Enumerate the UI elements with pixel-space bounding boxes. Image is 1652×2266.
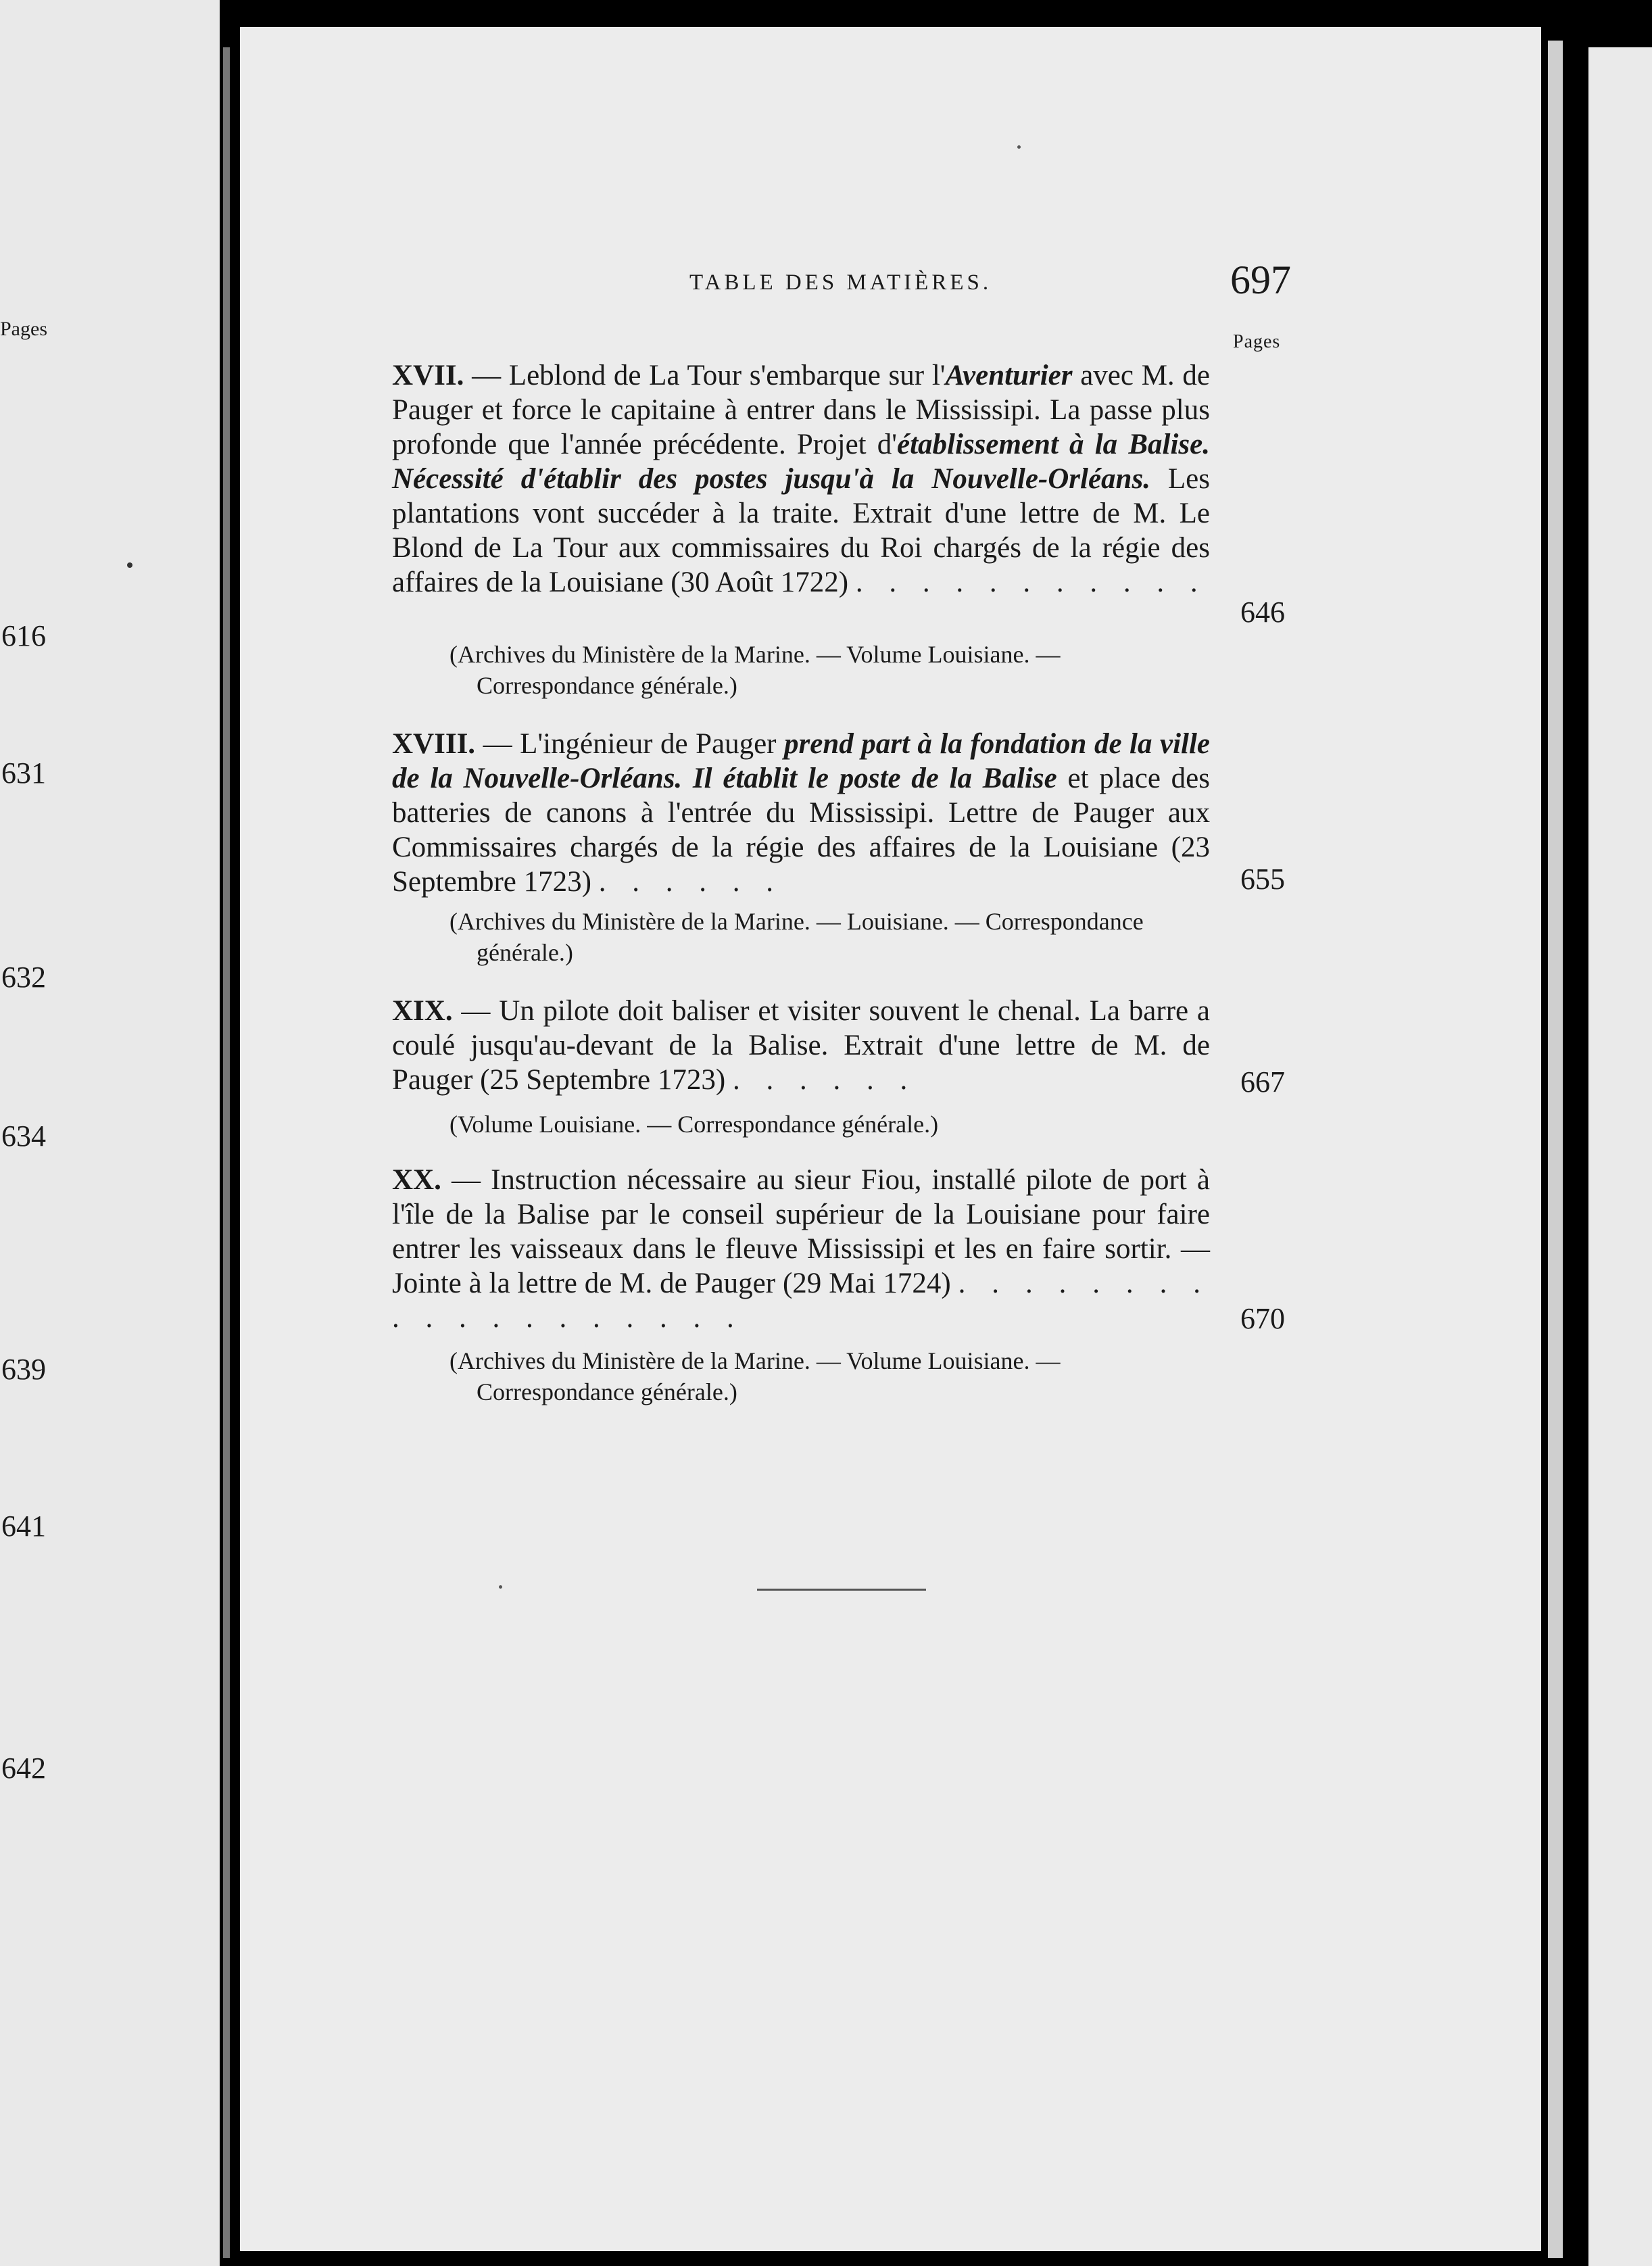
entry-number: XIX. (392, 995, 453, 1027)
facing-page-number: 632 (1, 961, 46, 994)
entry-text: avec M. de Pauger et force le capitaine à entrer dans le Mississipi. La passe plus profonde que l'année précédente. Projet d' (392, 360, 1211, 460)
closing-rule (757, 1589, 926, 1591)
dot-leaders: . . . . . . . . . . . . . . . . . . . (392, 1268, 1211, 1334)
page-edge (1548, 41, 1563, 2258)
ink-speck (127, 562, 132, 568)
toc-entry (392, 727, 1210, 899)
page-number: 697 (1230, 258, 1291, 302)
pages-column-label: Pages (1233, 331, 1281, 352)
ink-speck (499, 1585, 502, 1589)
entry-text: — Leblond de La Tour s'embarque sur l' (464, 360, 946, 391)
facing-page-number: 631 (1, 756, 46, 790)
next-page-edge (1588, 47, 1652, 2266)
facing-page-number: 641 (1, 1510, 46, 1543)
book-gutter (223, 47, 230, 2258)
toc-entry (392, 358, 1210, 600)
dot-leaders: . . . . . . (598, 866, 783, 898)
entry-number: XVII. (392, 360, 464, 391)
entry-page-number: 655 (1240, 863, 1285, 896)
facing-page-number: 642 (1, 1752, 46, 1785)
running-title: TABLE DES MATIÈRES. (689, 270, 992, 295)
entry-page-number: 667 (1240, 1065, 1285, 1099)
entry-page-number: 670 (1240, 1302, 1285, 1335)
toc-entry (392, 994, 1210, 1097)
facing-page (0, 0, 220, 2266)
entry-source: (Archives du Ministère de la Marine. — Louisiane. — Correspondance générale.) (450, 908, 1144, 966)
facing-page-number: 616 (1, 619, 46, 652)
entry-source: (Archives du Ministère de la Marine. — Volume Louisiane. — Correspondance générale.) (450, 1347, 1061, 1405)
entry-italic-text: établissement à la Balise. Nécessité d'établir des postes jusqu'à la Nouvelle-Orléans. (392, 429, 1210, 495)
entry-text: — Un pilote doit baliser et visiter souvent le chenal. La barre a coulé jusqu'au-devant de la Balise. Extrait d'une lettre de M. de Pauger (25 Septembre 1723) (392, 995, 1210, 1096)
entry-text: et place des batteries de canons à l'entrée du Mississipi. Lettre de Pauger aux Commissaires chargés de la régie des affaires de la Louisiane (23 Septembre 1723) (392, 763, 1211, 898)
entry-page-number: 646 (1240, 596, 1285, 629)
entry-number: XVIII. (392, 728, 476, 760)
dot-leaders: . . . . . . (732, 1064, 917, 1096)
entry-italic-text: prend part à la fondation de la ville de la Nouvelle-Orléans. Il établit le poste de la Balise (392, 728, 1211, 794)
entry-number: XX. (392, 1164, 441, 1196)
entry-source: (Archives du Ministère de la Marine. — Volume Louisiane. — Correspondance générale.) (450, 641, 1061, 699)
entry-text: Les plantations vont succéder à la traite. Extrait d'une lettre de M. Le Blond de La Tour aux commissaires du Roi chargés de la régie des affaires de la Louisiane (30 Août 1722) (392, 463, 1210, 598)
entry-source: (Volume Louisiane. — Correspondance générale.) (450, 1111, 939, 1138)
facing-page-number: 634 (1, 1119, 46, 1153)
ink-speck (1017, 145, 1021, 149)
entry-italic-text: Aventurier (945, 360, 1073, 391)
entry-text: — L'ingénieur de Pauger (475, 728, 784, 760)
entry-text: — Instruction nécessaire au sieur Fiou, installé pilote de port à l'île de la Balise par le conseil supérieur de la Louisiane pour faire entrer les vaisseaux dans le fleuve Mississipi et les en faire sortir. — Jointe à la lettre de M. de Pauger (29 Mai 1724) (392, 1164, 1210, 1299)
facing-page-number: 639 (1, 1353, 46, 1386)
dot-leaders: . . . . . . . . . . . (855, 566, 1207, 598)
toc-entry (392, 1163, 1210, 1335)
facing-pages-label: Pages (0, 318, 47, 340)
